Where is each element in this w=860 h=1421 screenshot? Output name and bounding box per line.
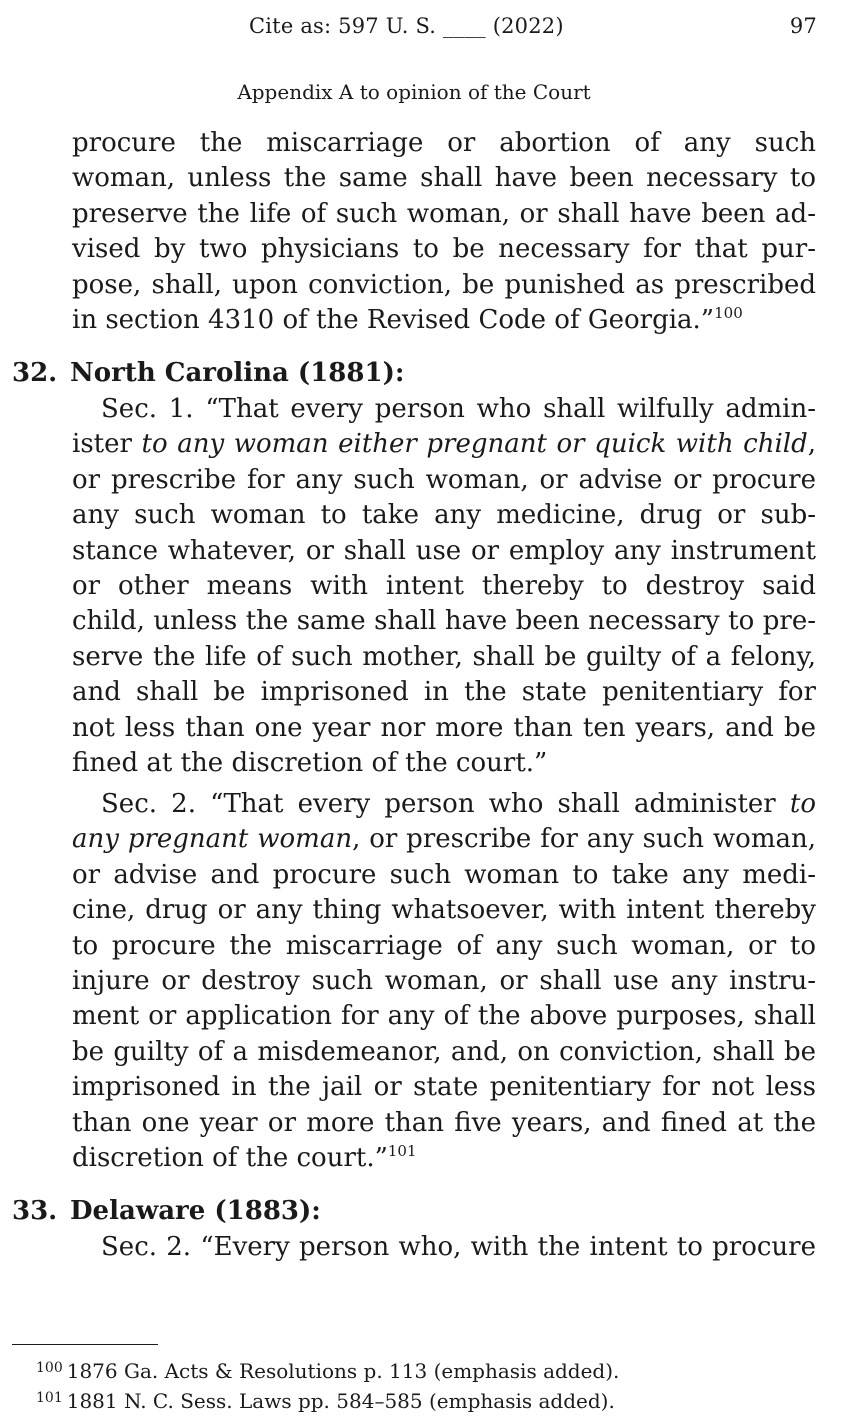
text-line: ment or application for any of the above purposes, shall: [72, 1001, 816, 1032]
text-line: than one year or more than five years, and fined at the: [72, 1107, 816, 1138]
emphasis-text: to any woman either pregnant or quick with child: [141, 429, 808, 460]
north-carolina-sec-2: [72, 787, 816, 1176]
text-line: or other means with intent thereby to destroy said: [72, 571, 816, 602]
running-head: [0, 14, 860, 42]
text-segment: ister: [72, 429, 142, 460]
text-line: fined at the discretion of the court.”: [72, 748, 548, 779]
footnote: [36, 1356, 619, 1386]
text-line: [72, 822, 816, 857]
section-number: 32.: [12, 358, 58, 388]
text-line: any such woman to take any medicine, drug or sub-: [72, 500, 816, 531]
text-line: Sec. 1. “That every person who shall wilfully admin-: [101, 394, 816, 424]
emphasis-text: to: [789, 789, 816, 819]
page-number: 97: [789, 14, 817, 38]
text-line: procure the miscarriage or abortion of any such: [72, 128, 816, 158]
section-heading-north-carolina: [12, 356, 404, 391]
text-line: vised by two physicians to be necessary for that pur-: [72, 234, 816, 265]
footnotes: [36, 1356, 619, 1416]
text-line: child, unless the same shall have been necessary to pre-: [72, 606, 816, 637]
footnote-number: 100: [36, 1360, 63, 1376]
text-line: to procure the miscarriage of any such woman, or to: [72, 930, 816, 961]
text-segment: in section 4310 of the Revised Code of Georgia.”: [72, 305, 715, 336]
section-title: North Carolina (1881):: [70, 358, 405, 388]
appendix-label: Appendix A to opinion of the Court: [237, 80, 591, 104]
text-line: serve the life of such mother, shall be guilty of a felony,: [72, 641, 816, 672]
footnote-number: 101: [36, 1390, 63, 1406]
text-line: [72, 1141, 816, 1176]
section-heading-delaware: [12, 1194, 321, 1229]
text-line: pose, shall, upon conviction, be punished as prescribed: [72, 269, 816, 300]
citation-line: Cite as: 597 U. S. ____ (2022): [249, 14, 564, 38]
footnote-text: 1876 Ga. Acts & Resolutions p. 113 (emphasis added).: [66, 1359, 620, 1383]
text-segment: ,: [807, 429, 816, 460]
footnote-divider: [12, 1344, 158, 1345]
north-carolina-sec-1: [72, 392, 816, 781]
footnote-text: 1881 N. C. Sess. Laws pp. 584–585 (emphasis added).: [66, 1389, 615, 1413]
text-line: not less than one year nor more than ten years, and be: [72, 712, 816, 743]
text-segment: Sec. 2. “That every person who shall administer: [101, 789, 790, 819]
emphasis-text: any pregnant woman: [72, 824, 353, 855]
text-line: stance whatever, or shall use or employ any instrument: [72, 535, 816, 566]
footnote-reference: 100: [714, 304, 743, 323]
footnote: [36, 1386, 619, 1416]
text-line: preserve the life of such woman, or shall have been ad-: [72, 198, 816, 229]
text-line: [72, 303, 816, 338]
delaware-sec-2: [72, 1230, 816, 1265]
footnote-reference: 101: [387, 1142, 417, 1161]
text-line: cine, drug or any thing whatsoever, with intent thereby: [72, 895, 816, 926]
text-line: or advise and procure such woman to take any medi-: [72, 859, 816, 890]
text-line: woman, unless the same shall have been necessary to: [72, 163, 816, 194]
georgia-statute-text: [72, 126, 816, 338]
text-line: injure or destroy such woman, or shall use any instru-: [72, 966, 816, 997]
text-line: [72, 787, 816, 822]
text-line: and shall be imprisoned in the state penitentiary for: [72, 677, 816, 708]
section-number: 33.: [12, 1196, 58, 1226]
text-line: be guilty of a misdemeanor, and, on conviction, shall be: [72, 1036, 816, 1067]
text-segment: discretion of the court.”: [72, 1143, 388, 1174]
section-title: Delaware (1883):: [70, 1196, 321, 1226]
text-segment: , or prescribe for any such woman,: [352, 824, 816, 855]
text-line: or prescribe for any such woman, or advise or procure: [72, 464, 816, 495]
text-line: Sec. 2. “Every person who, with the intent to procure: [101, 1232, 816, 1262]
text-line: [72, 427, 816, 462]
text-line: imprisoned in the jail or state penitentiary for not less: [72, 1072, 816, 1103]
